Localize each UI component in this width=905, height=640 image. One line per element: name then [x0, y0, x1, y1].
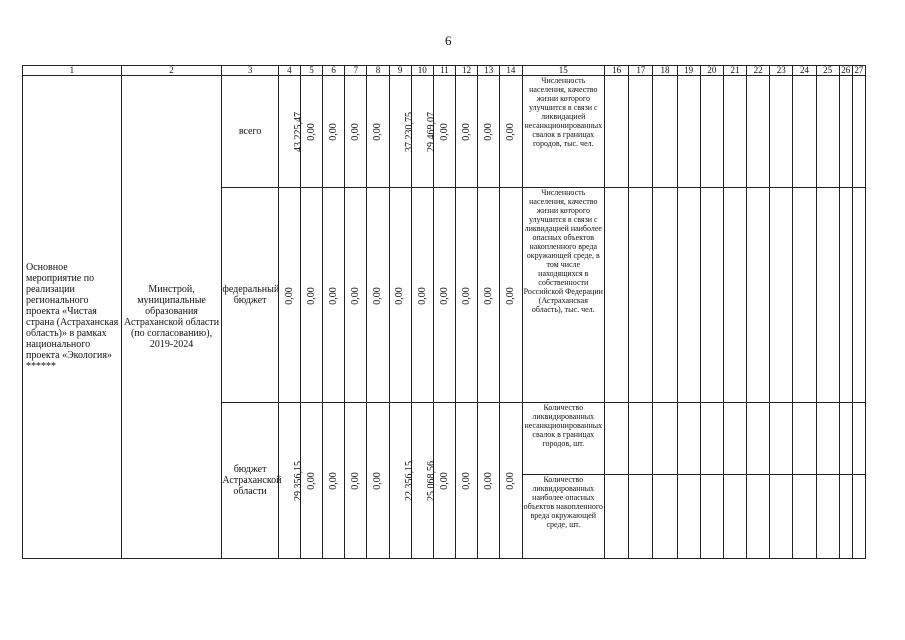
header-cell: 24	[793, 66, 816, 76]
value-cell: 0,00	[345, 188, 367, 403]
value-cell: 0,00	[300, 76, 322, 188]
empty-cell	[770, 475, 793, 559]
value-cell: 22 356,15	[389, 403, 411, 559]
indicator-cell: Численность населения, качество жизни которого улучшится в связи с ликвидацией несанкционированных свалок в границах городов, тыс. чел.	[522, 76, 605, 188]
value-cell: 29 356,15	[278, 403, 300, 559]
value-cell: 0,00	[300, 188, 322, 403]
value-cell: 0,00	[323, 403, 345, 559]
page-number: 6	[445, 33, 452, 48]
header-cell: 4	[278, 66, 300, 76]
empty-cell	[852, 76, 865, 188]
value-cell: 0,00	[389, 188, 411, 403]
empty-cell	[793, 475, 816, 559]
empty-cell	[653, 188, 677, 403]
empty-cell	[700, 76, 723, 188]
empty-cell	[770, 188, 793, 403]
header-cell: 25	[816, 66, 839, 76]
activity-name: Основное мероприятие по реализации регионального проекта «Чистая страна (Астраханская область)» в рамках национального проекта «Экология» ******	[23, 76, 122, 559]
header-cell: 13	[478, 66, 500, 76]
empty-cell	[770, 403, 793, 475]
empty-cell	[677, 475, 700, 559]
empty-cell	[852, 475, 865, 559]
empty-cell	[677, 403, 700, 475]
header-cell: 19	[677, 66, 700, 76]
header-cell: 14	[500, 66, 522, 76]
empty-cell	[605, 76, 629, 188]
empty-cell	[747, 188, 770, 403]
empty-cell	[700, 403, 723, 475]
empty-cell	[653, 76, 677, 188]
value-cell: 0,00	[456, 188, 478, 403]
header-cell: 8	[367, 66, 389, 76]
value-cell: 0,00	[278, 188, 300, 403]
empty-cell	[852, 403, 865, 475]
value-cell: 0,00	[478, 76, 500, 188]
header-cell: 11	[433, 66, 455, 76]
header-cell: 15	[522, 66, 605, 76]
header-cell: 5	[300, 66, 322, 76]
table-row	[23, 76, 866, 188]
empty-cell	[839, 475, 852, 559]
empty-cell	[605, 188, 629, 403]
header-cell: 12	[456, 66, 478, 76]
value-cell: 0,00	[411, 188, 433, 403]
value-cell: 29 469,07	[411, 76, 433, 188]
empty-cell	[816, 475, 839, 559]
header-row	[23, 66, 866, 76]
indicator-cell: Количество ликвидированных несанкционированных свалок в границах городов, шт.	[522, 403, 605, 475]
funding-source: федеральный бюджет	[222, 188, 278, 403]
empty-cell	[629, 76, 653, 188]
empty-cell	[770, 76, 793, 188]
header-cell: 23	[770, 66, 793, 76]
value-cell: 0,00	[478, 188, 500, 403]
value-cell: 0,00	[323, 76, 345, 188]
header-cell: 17	[629, 66, 653, 76]
empty-cell	[723, 475, 746, 559]
value-cell: 0,00	[478, 403, 500, 559]
empty-cell	[852, 188, 865, 403]
program-table	[22, 65, 866, 559]
empty-cell	[629, 403, 653, 475]
empty-cell	[723, 188, 746, 403]
header-cell: 7	[345, 66, 367, 76]
funding-source: бюджет Астраханской области	[222, 403, 278, 559]
value-cell: 0,00	[433, 403, 455, 559]
header-cell: 26	[839, 66, 852, 76]
empty-cell	[839, 403, 852, 475]
empty-cell	[839, 188, 852, 403]
value-cell: 37 230,75	[389, 76, 411, 188]
header-cell: 10	[411, 66, 433, 76]
empty-cell	[747, 76, 770, 188]
header-cell: 20	[700, 66, 723, 76]
value-cell: 43 225,47	[278, 76, 300, 188]
indicator-cell: Количество ликвидированных наиболее опасных объектов накопленного вреда окружающей среде, шт.	[522, 475, 605, 559]
value-cell: 0,00	[345, 403, 367, 559]
empty-cell	[816, 76, 839, 188]
empty-cell	[653, 403, 677, 475]
value-cell: 0,00	[345, 76, 367, 188]
value-cell: 0,00	[500, 76, 522, 188]
empty-cell	[793, 188, 816, 403]
indicator-cell: Численность населения, качество жизни которого улучшится в связи с ликвидацией наиболее опасных объектов накопленного вреда окружающей среде, в том числе находящихся в собственности Российской Федерации (Астраханская область), тыс. чел.	[522, 188, 605, 403]
header-cell: 6	[323, 66, 345, 76]
empty-cell	[677, 188, 700, 403]
value-cell: 0,00	[323, 188, 345, 403]
empty-cell	[629, 475, 653, 559]
empty-cell	[723, 76, 746, 188]
header-cell: 22	[747, 66, 770, 76]
empty-cell	[793, 403, 816, 475]
executor: Минстрой, муниципальные образования Астраханской области (по согласованию), 2019-2024	[121, 76, 222, 559]
empty-cell	[839, 76, 852, 188]
header-cell: 3	[222, 66, 278, 76]
empty-cell	[677, 76, 700, 188]
value-cell: 0,00	[367, 403, 389, 559]
funding-source: всего	[222, 76, 278, 188]
empty-cell	[700, 475, 723, 559]
value-cell: 0,00	[433, 188, 455, 403]
value-cell: 0,00	[367, 188, 389, 403]
header-cell: 21	[723, 66, 746, 76]
empty-cell	[629, 188, 653, 403]
value-cell: 0,00	[367, 76, 389, 188]
empty-cell	[700, 188, 723, 403]
empty-cell	[747, 475, 770, 559]
value-cell: 0,00	[500, 188, 522, 403]
empty-cell	[605, 403, 629, 475]
header-cell: 18	[653, 66, 677, 76]
value-cell: 0,00	[456, 76, 478, 188]
empty-cell	[605, 475, 629, 559]
empty-cell	[816, 403, 839, 475]
empty-cell	[653, 475, 677, 559]
value-cell: 25 068,56	[411, 403, 433, 559]
value-cell: 0,00	[300, 403, 322, 559]
header-cell: 27	[852, 66, 865, 76]
header-cell: 2	[121, 66, 222, 76]
header-cell: 1	[23, 66, 122, 76]
empty-cell	[816, 188, 839, 403]
empty-cell	[793, 76, 816, 188]
value-cell: 0,00	[433, 76, 455, 188]
value-cell: 0,00	[456, 403, 478, 559]
header-cell: 9	[389, 66, 411, 76]
empty-cell	[723, 403, 746, 475]
empty-cell	[747, 403, 770, 475]
value-cell: 0,00	[500, 403, 522, 559]
header-cell: 16	[605, 66, 629, 76]
